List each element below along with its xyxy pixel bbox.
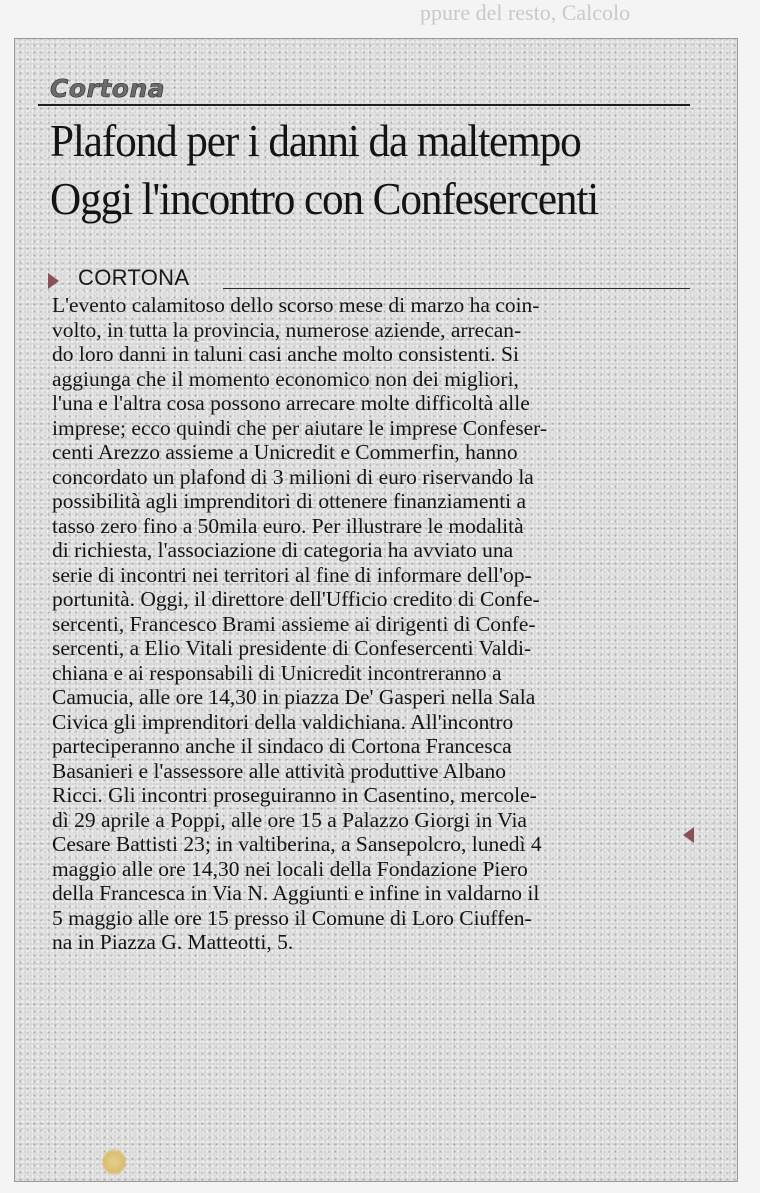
body-line: Civica gli imprenditori della valdichiana. All'incontro — [52, 709, 514, 734]
body-line: sercenti, Francesco Brami assieme ai dirigenti di Confe- — [52, 611, 536, 636]
body-line: 5 maggio alle ore 15 presso il Comune di Loro Ciuffen- — [52, 905, 532, 930]
section-header — [38, 74, 690, 108]
dateline: CORTONA — [78, 265, 190, 290]
body-line: Cesare Battisti 23; in valtiberina, a Sansepolcro, lunedì 4 — [52, 832, 542, 856]
section-label: Cortona — [50, 74, 166, 103]
body-line: do loro danni in taluni casi anche molto consistenti. Si — [52, 342, 519, 366]
body-line: parteciperanno anche il sindaco di Cortona Francesca — [52, 734, 512, 758]
dateline-divider — [223, 288, 690, 289]
body-line: di richiesta, l'associazione di categoria ha avviato una — [52, 538, 514, 562]
body-line: na in Piazza G. Matteotti, 5. — [52, 930, 294, 954]
body-line: maggio alle ore 14,30 nei locali della Fondazione Piero — [52, 856, 528, 881]
body-line: L'evento calamitoso dello scorso mese di marzo ha coin- — [52, 293, 540, 317]
body-line: centi Arezzo assieme a Unicredit e Commerfin, hanno — [52, 440, 518, 464]
play-triangle-icon — [48, 273, 59, 289]
section-divider — [38, 104, 690, 106]
body-line: l'una e l'altra cosa possono arrecare molte difficoltà alle — [52, 391, 530, 415]
body-line: serie di incontri nei territori al fine di informare dell'op- — [52, 562, 532, 587]
body-line: della Francesca in Via N. Aggiunti e infine in valdarno il — [52, 881, 540, 905]
body-line: Ricci. Gli incontri proseguiranno in Casentino, mercole- — [52, 783, 537, 807]
body-line: imprese; ecco quindi che per aiutare le imprese Confeser- — [52, 415, 548, 440]
body-line: tasso zero fino a 50mila euro. Per illustrare le modalità — [52, 513, 524, 538]
end-triangle-icon — [683, 827, 694, 843]
paper-stain — [102, 1148, 126, 1176]
body-line: dì 29 aprile a Poppi, alle ore 15 a Palazzo Giorgi in Via — [52, 807, 527, 832]
body-line: chiana e ai responsabili di Unicredit incontreranno a — [52, 660, 502, 685]
body-line: aggiunga che il momento economico non dei migliori, — [52, 366, 519, 391]
bleed-through-text: ppure del resto, Calcolo — [420, 0, 631, 25]
body-line: Basanieri e l'assessore alle attività produttive Albano — [52, 758, 507, 783]
headline-line: Plafond per i danni da maltempo — [50, 115, 581, 166]
body-line: volto, in tutta la provincia, numerose aziende, arrecan- — [52, 317, 522, 342]
dateline-row — [45, 266, 690, 292]
headline — [50, 112, 661, 228]
body-line: possibilità agli imprenditori di ottenere finanziamenti a — [52, 489, 527, 513]
body-line: concordato un plafond di 3 milioni di euro riservando la — [52, 464, 534, 489]
body-line: Camucia, alle ore 14,30 in piazza De' Gasperi nella Sala — [52, 685, 536, 709]
body-line: sercenti, a Elio Vitali presidente di Confesercenti Valdi- — [52, 636, 532, 660]
article-body — [52, 293, 702, 955]
body-line: portunità. Oggi, il direttore dell'Ufficio credito di Confe- — [52, 587, 540, 611]
headline-line: Oggi l'incontro con Confesercenti — [50, 173, 599, 224]
